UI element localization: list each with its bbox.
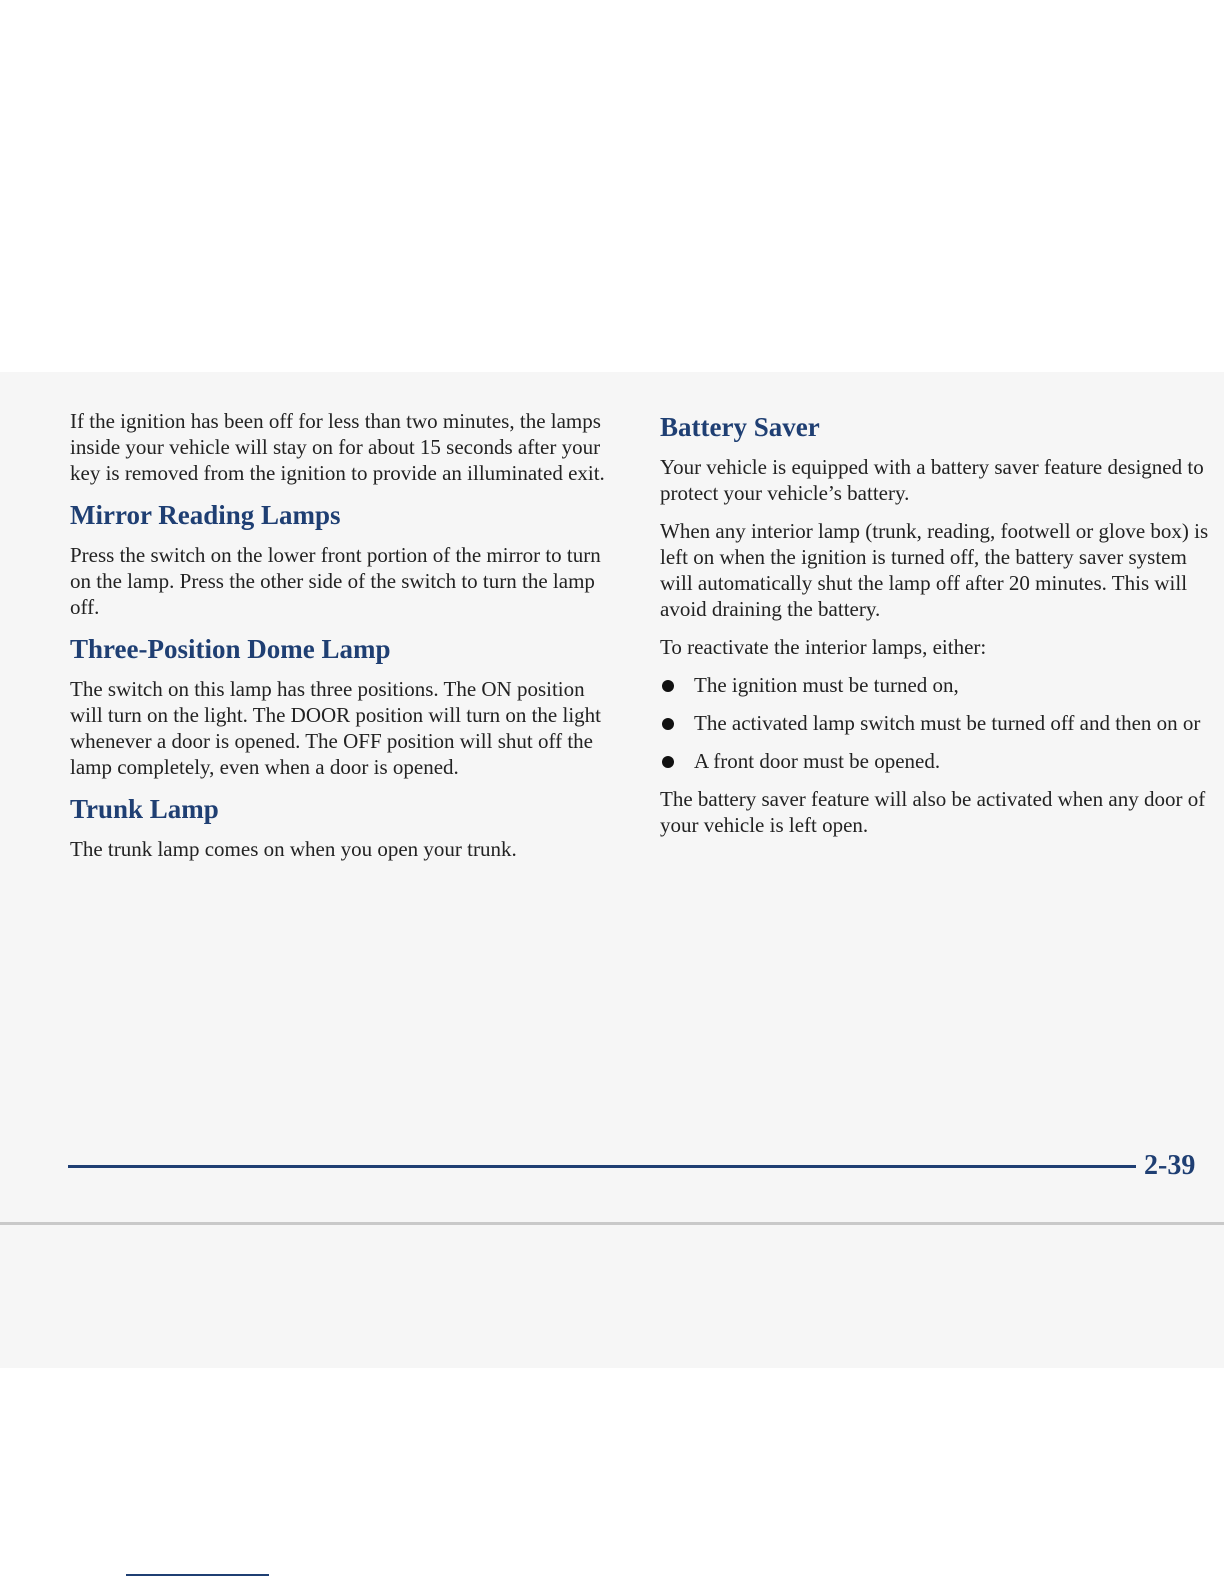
reactivate-bullet-list: [660, 672, 1210, 774]
trunk-lamp-heading: Trunk Lamp: [70, 794, 219, 824]
mirror-reading-lamps-paragraph: Press the switch on the lower front portion of the mirror to turn on the lamp. Press the other side of the switch to turn the lamp off.: [70, 543, 601, 619]
battery-saver-heading: Battery Saver: [660, 412, 820, 442]
battery-saver-closing: The battery saver feature will also be activated when any door of your vehicle is left open.: [660, 787, 1206, 837]
reactivate-paragraph: To reactivate the interior lamps, either:: [660, 635, 987, 659]
scan-edge-divider: [0, 1222, 1224, 1225]
mirror-reading-lamps-heading: Mirror Reading Lamps: [70, 500, 341, 530]
trunk-lamp-paragraph: The trunk lamp comes on when you open your trunk.: [70, 837, 517, 861]
exit-lighting-paragraph: If the ignition has been off for less than two minutes, the lamps inside your vehicle will stay on for about 15 seconds after your key is removed from the ignition to provide an illuminated exit.: [70, 409, 605, 485]
right-column: [660, 410, 1210, 850]
list-item-text: The activated lamp switch must be turned off and then on or: [694, 711, 1201, 735]
bullet-icon: [662, 756, 674, 768]
battery-saver-detail: When any interior lamp (trunk, reading, footwell or glove box) is left on when the ignition is turned off, the battery saver system will automatically shut the lamp off after 20 minutes. This will avoid draining the battery.: [660, 519, 1209, 621]
left-column: [70, 408, 615, 874]
bullet-icon: [662, 718, 674, 730]
dome-lamp-paragraph: The switch on this lamp has three positions. The ON position will turn on the light. The DOOR position will turn on the light whenever a door is opened. The OFF position will shut off the lamp completely, even when a door is opened.: [70, 677, 602, 779]
list-item-text: A front door must be opened.: [694, 749, 941, 773]
page-number: 2-39: [1144, 1150, 1196, 1181]
battery-saver-intro: Your vehicle is equipped with a battery saver feature designed to protect your vehicle’s battery.: [660, 455, 1204, 505]
list-item: [660, 748, 1210, 774]
list-item: [660, 672, 1210, 698]
list-item-text: The ignition must be turned on,: [694, 673, 959, 697]
page-break-mark: [126, 1574, 269, 1576]
bullet-icon: [662, 680, 674, 692]
list-item: [660, 710, 1210, 736]
dome-lamp-heading: Three-Position Dome Lamp: [70, 634, 391, 664]
footer-rule: [68, 1165, 1136, 1168]
